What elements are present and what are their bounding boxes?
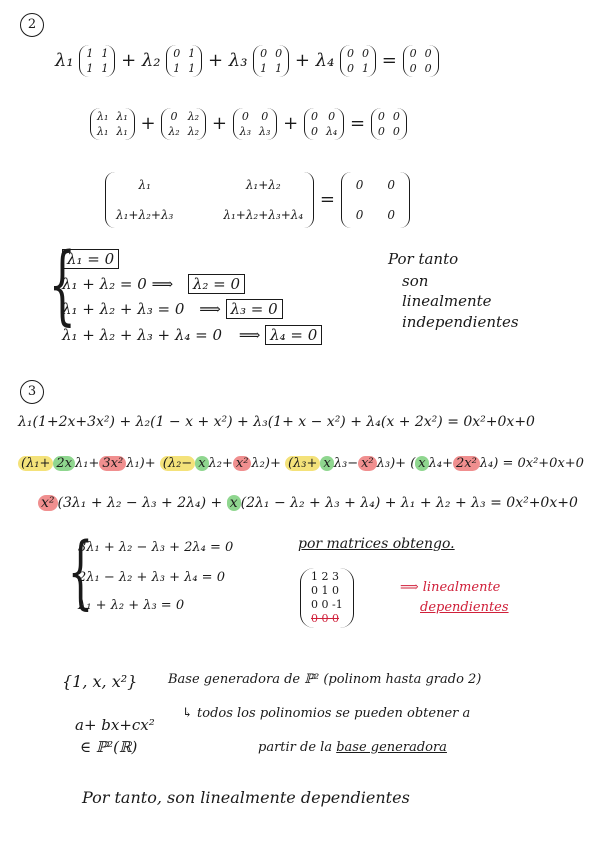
row-reduced-matrix: 1 2 3 0 1 0 0 0 -1 0 0 0: [300, 568, 354, 628]
exercise-number-2: 2: [20, 13, 44, 37]
ex2-conclusion-4: independientes: [402, 313, 519, 331]
ex3-line-1: λ₁(1+2x+3x²) + λ₂(1 − x + x²) + λ₃(1+ x − x²) + λ₄(x + 2x²) = 0x²+0x+0: [18, 414, 535, 430]
ex2-conclusion-1: Por tanto: [388, 250, 459, 268]
ex2-system-row-2: λ₁ + λ₂ = 0 ⟹ λ₂ = 0: [62, 275, 245, 293]
ex3-basis-label: Base generadora de ℙ² (polinom hasta grado 2): [168, 672, 482, 687]
matrix-lambda2: 0 λ₂ λ₂ λ₂: [161, 108, 206, 140]
matrix-zero: 0 0 0 0: [403, 45, 439, 77]
ex2-system-row-3: λ₁ + λ₂ + λ₃ = 0 ⟹ λ₃ = 0: [62, 300, 283, 318]
matrix-4: 0 0 0 1: [340, 45, 376, 77]
ex2-equation-1: λ₁ 1 1 1 1 + λ₂ 0 1 1 1 + λ₃ 0 0 1 1 + λ₄ 0 0 0 1 = 0 0 0 0: [55, 45, 439, 77]
ex3-poly-space: ∈ ℙ²(ℝ): [80, 738, 138, 756]
ex3-basis: {1, x, x²}: [62, 672, 138, 691]
ex3-system-row-3: λ₁ + λ₂ + λ₃ = 0: [78, 598, 185, 613]
matrix-3: 0 0 1 1: [253, 45, 289, 77]
matrix-lambda4: 0 0 0 λ₄: [304, 108, 344, 140]
ex3-system-row-1: 3λ₁ + λ₂ − λ₃ + 2λ₄ = 0: [78, 540, 234, 555]
lambda1: λ₁: [55, 50, 74, 71]
ex2-system-row-4: λ₁ + λ₂ + λ₃ + λ₄ = 0 ⟹ λ₄ = 0: [62, 326, 322, 344]
ex3-line-3: x² (3λ₁ + λ₂ − λ₃ + 2λ₄) + x (2λ₁ − λ₂ + λ₃ + λ₄) + λ₁ + λ₂ + λ₃ = 0x²+0x+0: [38, 495, 578, 511]
ex3-method: por matrices obtengo.: [298, 536, 455, 552]
ex3-note-1: ↳ todos los polinomios se pueden obtener a: [182, 706, 471, 721]
ex3-matrix-result-2: dependientes: [420, 600, 509, 615]
ex3-system-row-2: 2λ₁ − λ₂ + λ₃ + λ₄ = 0: [78, 570, 225, 585]
matrix-zero-2: 0 0 0 0: [371, 108, 407, 140]
ex3-note-2: partir de la base generadora: [258, 740, 447, 755]
ex3-poly: a+ bx+cx²: [75, 716, 155, 734]
matrix-sum: λ₁ λ₁+λ₂ λ₁+λ₂+λ₃ λ₁+λ₂+λ₃+λ₄: [105, 172, 314, 228]
ex2-conclusion-3: linealmente: [402, 292, 492, 310]
system-brace-2: {: [67, 525, 94, 618]
ex2-conclusion-2: son: [402, 272, 429, 290]
ex2-equation-2: λ₁ λ₁ λ₁ λ₁ + 0 λ₂ λ₂ λ₂ + 0 0 λ₃ λ₃ + 0 0 0 λ₄ = 0 0 0 0: [90, 108, 407, 140]
matrix-lambda3: 0 0 λ₃ λ₃: [233, 108, 278, 140]
ex3-line-2: (λ₁+ 2x λ₁+ 3x² λ₁)+ (λ₂− x λ₂+ x² λ₂)+ (λ₃+ x λ₃− x² λ₃)+ ( x λ₄+ 2x² λ₄) = 0x²+0x+0: [18, 456, 584, 471]
matrix-zero-3: 0 0 0 0: [341, 172, 410, 228]
exercise-number-3: 3: [20, 380, 44, 404]
ex3-final: Por tanto, son linealmente dependientes: [82, 788, 410, 807]
system-brace-1: {: [48, 235, 77, 335]
matrix-2: 0 1 1 1: [166, 45, 202, 77]
ex2-equation-3: λ₁ λ₁+λ₂ λ₁+λ₂+λ₃ λ₁+λ₂+λ₃+λ₄ = 0 0 0 0: [105, 172, 410, 228]
matrix-1: 1 1 1 1: [79, 45, 115, 77]
matrix-lambda1: λ₁ λ₁ λ₁ λ₁: [90, 108, 135, 140]
ex2-system-row-1: λ₁ = 0: [62, 250, 119, 268]
ex3-matrix-result-1: ⟹ linealmente: [400, 580, 501, 595]
